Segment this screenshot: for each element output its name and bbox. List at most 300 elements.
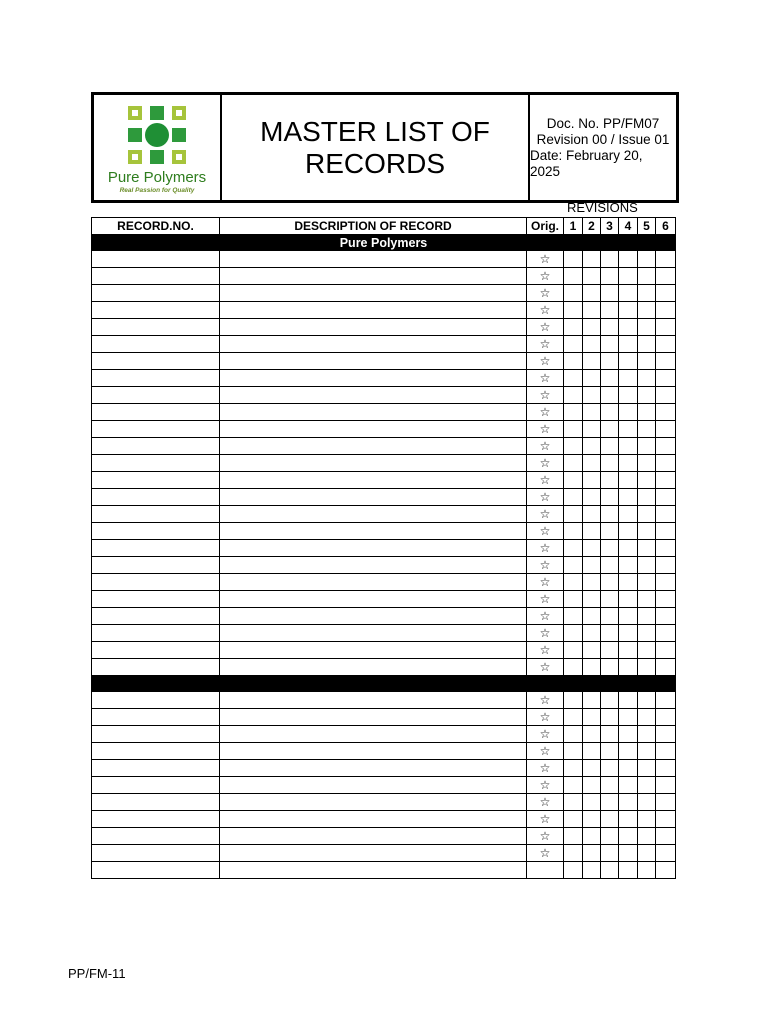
revision-cell[interactable] (564, 642, 583, 659)
revision-cell[interactable] (619, 743, 638, 760)
revision-cell[interactable] (583, 743, 601, 760)
description-cell[interactable] (220, 506, 527, 523)
revision-cell[interactable] (601, 370, 619, 387)
record-no-cell[interactable] (92, 506, 220, 523)
revision-cell[interactable] (564, 760, 583, 777)
description-cell[interactable] (220, 489, 527, 506)
orig-cell[interactable] (527, 523, 564, 540)
revision-cell[interactable] (638, 760, 656, 777)
orig-cell[interactable] (527, 540, 564, 557)
revision-cell[interactable] (564, 726, 583, 743)
revision-cell[interactable] (656, 285, 676, 302)
revision-cell[interactable] (601, 302, 619, 319)
revision-cell[interactable] (656, 659, 676, 676)
revision-cell[interactable] (619, 336, 638, 353)
revision-cell[interactable] (583, 438, 601, 455)
revision-cell[interactable] (583, 319, 601, 336)
record-no-cell[interactable] (92, 319, 220, 336)
revision-cell[interactable] (564, 743, 583, 760)
revision-cell[interactable] (656, 828, 676, 845)
revision-cell[interactable] (638, 794, 656, 811)
revision-cell[interactable] (638, 472, 656, 489)
orig-cell[interactable] (527, 845, 564, 862)
revision-cell[interactable] (638, 523, 656, 540)
revision-cell[interactable] (619, 506, 638, 523)
revision-cell[interactable] (564, 862, 583, 879)
revision-cell[interactable] (601, 743, 619, 760)
revision-cell[interactable] (601, 760, 619, 777)
revision-cell[interactable] (601, 726, 619, 743)
record-no-cell[interactable] (92, 251, 220, 268)
revision-cell[interactable] (656, 574, 676, 591)
revision-cell[interactable] (564, 591, 583, 608)
revision-cell[interactable] (638, 862, 656, 879)
revision-cell[interactable] (638, 455, 656, 472)
description-cell[interactable] (220, 370, 527, 387)
revision-cell[interactable] (656, 268, 676, 285)
revision-cell[interactable] (638, 811, 656, 828)
revision-cell[interactable] (601, 540, 619, 557)
revision-cell[interactable] (656, 794, 676, 811)
revision-cell[interactable] (583, 523, 601, 540)
revision-cell[interactable] (564, 370, 583, 387)
revision-cell[interactable] (656, 302, 676, 319)
orig-cell[interactable] (527, 353, 564, 370)
revision-cell[interactable] (564, 828, 583, 845)
description-cell[interactable] (220, 387, 527, 404)
revision-cell[interactable] (656, 438, 676, 455)
revision-cell[interactable] (656, 811, 676, 828)
revision-cell[interactable] (638, 370, 656, 387)
revision-cell[interactable] (619, 387, 638, 404)
description-cell[interactable] (220, 642, 527, 659)
orig-cell[interactable] (527, 336, 564, 353)
revision-cell[interactable] (619, 642, 638, 659)
revision-cell[interactable] (564, 302, 583, 319)
revision-cell[interactable] (619, 828, 638, 845)
revision-cell[interactable] (583, 557, 601, 574)
revision-cell[interactable] (656, 760, 676, 777)
revision-cell[interactable] (619, 472, 638, 489)
revision-cell[interactable] (619, 608, 638, 625)
revision-cell[interactable] (656, 845, 676, 862)
revision-cell[interactable] (656, 370, 676, 387)
revision-cell[interactable] (601, 777, 619, 794)
revision-cell[interactable] (656, 319, 676, 336)
record-no-cell[interactable] (92, 455, 220, 472)
revision-cell[interactable] (564, 709, 583, 726)
orig-cell[interactable] (527, 692, 564, 709)
orig-cell[interactable] (527, 472, 564, 489)
revision-cell[interactable] (619, 455, 638, 472)
revision-cell[interactable] (601, 353, 619, 370)
description-cell[interactable] (220, 574, 527, 591)
description-cell[interactable] (220, 692, 527, 709)
revision-cell[interactable] (619, 777, 638, 794)
description-cell[interactable] (220, 353, 527, 370)
record-no-cell[interactable] (92, 709, 220, 726)
revision-cell[interactable] (564, 608, 583, 625)
orig-cell[interactable] (527, 862, 564, 879)
revision-cell[interactable] (619, 760, 638, 777)
revision-cell[interactable] (638, 591, 656, 608)
record-no-cell[interactable] (92, 336, 220, 353)
revision-cell[interactable] (601, 523, 619, 540)
revision-cell[interactable] (564, 404, 583, 421)
revision-cell[interactable] (638, 709, 656, 726)
revision-cell[interactable] (564, 794, 583, 811)
revision-cell[interactable] (638, 726, 656, 743)
revision-cell[interactable] (619, 319, 638, 336)
revision-cell[interactable] (656, 387, 676, 404)
revision-cell[interactable] (619, 285, 638, 302)
record-no-cell[interactable] (92, 726, 220, 743)
record-no-cell[interactable] (92, 472, 220, 489)
revision-cell[interactable] (583, 709, 601, 726)
revision-cell[interactable] (583, 353, 601, 370)
revision-cell[interactable] (601, 574, 619, 591)
revision-cell[interactable] (638, 540, 656, 557)
revision-cell[interactable] (564, 336, 583, 353)
record-no-cell[interactable] (92, 760, 220, 777)
revision-cell[interactable] (601, 387, 619, 404)
revision-cell[interactable] (638, 574, 656, 591)
revision-cell[interactable] (583, 506, 601, 523)
description-cell[interactable] (220, 438, 527, 455)
record-no-cell[interactable] (92, 828, 220, 845)
description-cell[interactable] (220, 591, 527, 608)
revision-cell[interactable] (601, 591, 619, 608)
revision-cell[interactable] (638, 268, 656, 285)
description-cell[interactable] (220, 455, 527, 472)
revision-cell[interactable] (601, 659, 619, 676)
revision-cell[interactable] (619, 438, 638, 455)
orig-cell[interactable] (527, 319, 564, 336)
orig-cell[interactable] (527, 777, 564, 794)
revision-cell[interactable] (638, 828, 656, 845)
revision-cell[interactable] (583, 794, 601, 811)
record-no-cell[interactable] (92, 370, 220, 387)
revision-cell[interactable] (619, 302, 638, 319)
description-cell[interactable] (220, 268, 527, 285)
record-no-cell[interactable] (92, 574, 220, 591)
description-cell[interactable] (220, 811, 527, 828)
description-cell[interactable] (220, 421, 527, 438)
record-no-cell[interactable] (92, 845, 220, 862)
revision-cell[interactable] (601, 625, 619, 642)
description-cell[interactable] (220, 659, 527, 676)
revision-cell[interactable] (583, 726, 601, 743)
revision-cell[interactable] (601, 319, 619, 336)
record-no-cell[interactable] (92, 743, 220, 760)
orig-cell[interactable] (527, 370, 564, 387)
revision-cell[interactable] (601, 268, 619, 285)
record-no-cell[interactable] (92, 285, 220, 302)
revision-cell[interactable] (638, 302, 656, 319)
revision-cell[interactable] (583, 659, 601, 676)
revision-cell[interactable] (601, 642, 619, 659)
description-cell[interactable] (220, 608, 527, 625)
revision-cell[interactable] (619, 251, 638, 268)
revision-cell[interactable] (656, 625, 676, 642)
revision-cell[interactable] (656, 421, 676, 438)
orig-cell[interactable] (527, 251, 564, 268)
revision-cell[interactable] (583, 642, 601, 659)
orig-cell[interactable] (527, 268, 564, 285)
revision-cell[interactable] (583, 862, 601, 879)
orig-cell[interactable] (527, 828, 564, 845)
revision-cell[interactable] (564, 506, 583, 523)
revision-cell[interactable] (564, 625, 583, 642)
orig-cell[interactable] (527, 438, 564, 455)
revision-cell[interactable] (564, 387, 583, 404)
revision-cell[interactable] (656, 692, 676, 709)
description-cell[interactable] (220, 336, 527, 353)
revision-cell[interactable] (619, 404, 638, 421)
revision-cell[interactable] (583, 421, 601, 438)
revision-cell[interactable] (564, 659, 583, 676)
record-no-cell[interactable] (92, 794, 220, 811)
revision-cell[interactable] (619, 625, 638, 642)
revision-cell[interactable] (656, 523, 676, 540)
revision-cell[interactable] (564, 557, 583, 574)
revision-cell[interactable] (638, 387, 656, 404)
revision-cell[interactable] (619, 574, 638, 591)
orig-cell[interactable] (527, 421, 564, 438)
record-no-cell[interactable] (92, 353, 220, 370)
revision-cell[interactable] (601, 692, 619, 709)
revision-cell[interactable] (583, 370, 601, 387)
record-no-cell[interactable] (92, 862, 220, 879)
revision-cell[interactable] (638, 506, 656, 523)
revision-cell[interactable] (583, 845, 601, 862)
revision-cell[interactable] (619, 540, 638, 557)
description-cell[interactable] (220, 709, 527, 726)
orig-cell[interactable] (527, 404, 564, 421)
revision-cell[interactable] (638, 421, 656, 438)
orig-cell[interactable] (527, 387, 564, 404)
record-no-cell[interactable] (92, 489, 220, 506)
orig-cell[interactable] (527, 608, 564, 625)
revision-cell[interactable] (564, 845, 583, 862)
revision-cell[interactable] (656, 506, 676, 523)
orig-cell[interactable] (527, 760, 564, 777)
revision-cell[interactable] (638, 336, 656, 353)
revision-cell[interactable] (656, 709, 676, 726)
description-cell[interactable] (220, 251, 527, 268)
revision-cell[interactable] (619, 692, 638, 709)
revision-cell[interactable] (656, 540, 676, 557)
record-no-cell[interactable] (92, 642, 220, 659)
revision-cell[interactable] (656, 726, 676, 743)
description-cell[interactable] (220, 472, 527, 489)
description-cell[interactable] (220, 302, 527, 319)
revision-cell[interactable] (601, 862, 619, 879)
record-no-cell[interactable] (92, 421, 220, 438)
revision-cell[interactable] (638, 353, 656, 370)
revision-cell[interactable] (619, 726, 638, 743)
record-no-cell[interactable] (92, 608, 220, 625)
revision-cell[interactable] (656, 862, 676, 879)
orig-cell[interactable] (527, 743, 564, 760)
orig-cell[interactable] (527, 506, 564, 523)
orig-cell[interactable] (527, 625, 564, 642)
revision-cell[interactable] (638, 777, 656, 794)
revision-cell[interactable] (583, 285, 601, 302)
revision-cell[interactable] (656, 472, 676, 489)
orig-cell[interactable] (527, 489, 564, 506)
description-cell[interactable] (220, 285, 527, 302)
revision-cell[interactable] (564, 811, 583, 828)
revision-cell[interactable] (583, 574, 601, 591)
revision-cell[interactable] (601, 489, 619, 506)
revision-cell[interactable] (601, 608, 619, 625)
revision-cell[interactable] (583, 472, 601, 489)
revision-cell[interactable] (638, 659, 656, 676)
revision-cell[interactable] (583, 302, 601, 319)
revision-cell[interactable] (619, 421, 638, 438)
orig-cell[interactable] (527, 659, 564, 676)
description-cell[interactable] (220, 828, 527, 845)
description-cell[interactable] (220, 777, 527, 794)
revision-cell[interactable] (564, 540, 583, 557)
record-no-cell[interactable] (92, 692, 220, 709)
revision-cell[interactable] (601, 421, 619, 438)
revision-cell[interactable] (619, 523, 638, 540)
revision-cell[interactable] (601, 472, 619, 489)
revision-cell[interactable] (619, 709, 638, 726)
revision-cell[interactable] (638, 625, 656, 642)
revision-cell[interactable] (564, 285, 583, 302)
record-no-cell[interactable] (92, 659, 220, 676)
record-no-cell[interactable] (92, 387, 220, 404)
description-cell[interactable] (220, 862, 527, 879)
orig-cell[interactable] (527, 794, 564, 811)
revision-cell[interactable] (638, 438, 656, 455)
revision-cell[interactable] (656, 608, 676, 625)
revision-cell[interactable] (583, 625, 601, 642)
revision-cell[interactable] (601, 404, 619, 421)
record-no-cell[interactable] (92, 404, 220, 421)
description-cell[interactable] (220, 726, 527, 743)
description-cell[interactable] (220, 743, 527, 760)
revision-cell[interactable] (638, 404, 656, 421)
revision-cell[interactable] (638, 608, 656, 625)
revision-cell[interactable] (601, 285, 619, 302)
revision-cell[interactable] (601, 506, 619, 523)
revision-cell[interactable] (564, 438, 583, 455)
revision-cell[interactable] (583, 608, 601, 625)
orig-cell[interactable] (527, 302, 564, 319)
revision-cell[interactable] (656, 404, 676, 421)
description-cell[interactable] (220, 523, 527, 540)
revision-cell[interactable] (601, 251, 619, 268)
description-cell[interactable] (220, 540, 527, 557)
description-cell[interactable] (220, 845, 527, 862)
orig-cell[interactable] (527, 574, 564, 591)
revision-cell[interactable] (583, 489, 601, 506)
orig-cell[interactable] (527, 591, 564, 608)
revision-cell[interactable] (601, 438, 619, 455)
revision-cell[interactable] (619, 811, 638, 828)
record-no-cell[interactable] (92, 523, 220, 540)
orig-cell[interactable] (527, 285, 564, 302)
record-no-cell[interactable] (92, 540, 220, 557)
revision-cell[interactable] (564, 251, 583, 268)
revision-cell[interactable] (656, 489, 676, 506)
revision-cell[interactable] (638, 251, 656, 268)
revision-cell[interactable] (601, 828, 619, 845)
revision-cell[interactable] (638, 489, 656, 506)
revision-cell[interactable] (601, 336, 619, 353)
revision-cell[interactable] (619, 591, 638, 608)
revision-cell[interactable] (601, 557, 619, 574)
revision-cell[interactable] (583, 387, 601, 404)
record-no-cell[interactable] (92, 591, 220, 608)
revision-cell[interactable] (619, 557, 638, 574)
orig-cell[interactable] (527, 709, 564, 726)
orig-cell[interactable] (527, 726, 564, 743)
record-no-cell[interactable] (92, 302, 220, 319)
revision-cell[interactable] (638, 845, 656, 862)
record-no-cell[interactable] (92, 811, 220, 828)
revision-cell[interactable] (583, 251, 601, 268)
revision-cell[interactable] (564, 353, 583, 370)
revision-cell[interactable] (564, 421, 583, 438)
description-cell[interactable] (220, 557, 527, 574)
revision-cell[interactable] (656, 557, 676, 574)
revision-cell[interactable] (619, 268, 638, 285)
revision-cell[interactable] (656, 455, 676, 472)
revision-cell[interactable] (638, 319, 656, 336)
revision-cell[interactable] (564, 319, 583, 336)
revision-cell[interactable] (656, 591, 676, 608)
revision-cell[interactable] (619, 489, 638, 506)
revision-cell[interactable] (564, 574, 583, 591)
revision-cell[interactable] (619, 794, 638, 811)
revision-cell[interactable] (638, 285, 656, 302)
description-cell[interactable] (220, 625, 527, 642)
revision-cell[interactable] (619, 659, 638, 676)
revision-cell[interactable] (638, 557, 656, 574)
revision-cell[interactable] (638, 743, 656, 760)
revision-cell[interactable] (656, 251, 676, 268)
revision-cell[interactable] (583, 336, 601, 353)
revision-cell[interactable] (564, 472, 583, 489)
orig-cell[interactable] (527, 811, 564, 828)
description-cell[interactable] (220, 760, 527, 777)
revision-cell[interactable] (583, 760, 601, 777)
record-no-cell[interactable] (92, 557, 220, 574)
revision-cell[interactable] (583, 828, 601, 845)
revision-cell[interactable] (583, 692, 601, 709)
revision-cell[interactable] (656, 743, 676, 760)
revision-cell[interactable] (564, 489, 583, 506)
revision-cell[interactable] (638, 692, 656, 709)
orig-cell[interactable] (527, 455, 564, 472)
revision-cell[interactable] (656, 777, 676, 794)
revision-cell[interactable] (583, 777, 601, 794)
revision-cell[interactable] (583, 455, 601, 472)
revision-cell[interactable] (601, 455, 619, 472)
revision-cell[interactable] (564, 692, 583, 709)
revision-cell[interactable] (656, 336, 676, 353)
description-cell[interactable] (220, 404, 527, 421)
record-no-cell[interactable] (92, 777, 220, 794)
revision-cell[interactable] (601, 794, 619, 811)
revision-cell[interactable] (583, 404, 601, 421)
description-cell[interactable] (220, 794, 527, 811)
